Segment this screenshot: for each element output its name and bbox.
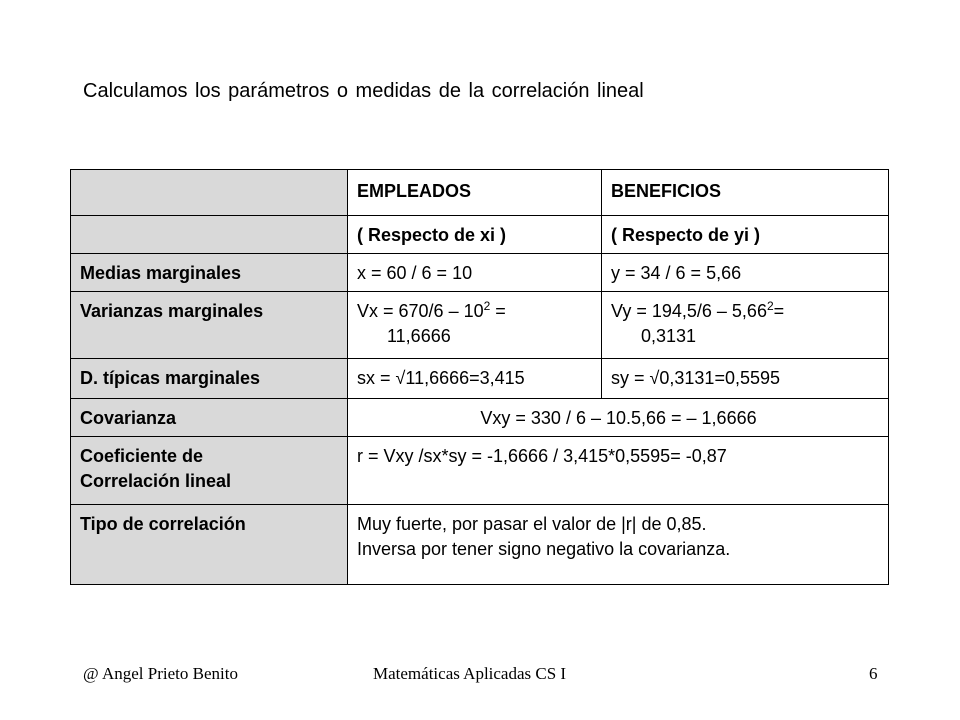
- table-cell: x = 60 / 6 = 10: [348, 254, 602, 292]
- cell-text: Vy = 194,5/6 – 5,66: [611, 301, 767, 321]
- table-row: [71, 170, 889, 216]
- cell-text: 11,6666: [387, 326, 451, 346]
- table-cell: sy = √0,3131=0,5595: [602, 359, 889, 399]
- column-header-beneficios: BENEFICIOS: [602, 170, 889, 216]
- cell-text: Coeficiente de: [80, 446, 204, 466]
- table-cell: sx = √11,6666=3,415: [348, 359, 602, 399]
- table-cell: [602, 292, 889, 359]
- table-cell: [71, 216, 348, 254]
- row-label-medias: Medias marginales: [71, 254, 348, 292]
- table-row: [71, 399, 889, 437]
- cell-text: Muy fuerte, por pasar el valor de |r| de 0,85.: [357, 514, 707, 534]
- table-cell: [348, 292, 602, 359]
- row-label-covarianza: Covarianza: [71, 399, 348, 437]
- table-row: [71, 437, 889, 505]
- cell-text: 0,3131: [641, 326, 697, 346]
- table-cell: [348, 505, 889, 585]
- cell-text: =: [773, 301, 785, 321]
- intro-text: Calculamos los parámetros o medidas de la correlación lineal: [83, 80, 644, 102]
- cell-text: Inversa por tener signo negativo la covarianza.: [357, 539, 731, 559]
- cell-text: Correlación lineal: [80, 471, 232, 491]
- cell-text: Vx = 670/6 – 10: [357, 301, 484, 321]
- correlation-table: [70, 169, 889, 585]
- footer-author: @ Angel Prieto Benito: [83, 664, 238, 683]
- cell-text: =: [490, 301, 506, 321]
- table-cell: Vxy = 330 / 6 – 10.5,66 = – 1,6666: [348, 399, 889, 437]
- superscript: 2: [766, 299, 774, 313]
- table-cell: y = 34 / 6 = 5,66: [602, 254, 889, 292]
- table-cell: [71, 170, 348, 216]
- row-label-coeficiente: [71, 437, 348, 505]
- footer-title: Matemáticas Aplicadas CS I: [373, 664, 567, 683]
- table-row: [71, 505, 889, 585]
- page-number: 6: [869, 664, 878, 683]
- table-cell: r = Vxy /sx*sy = -1,6666 / 3,415*0,5595= -0,87: [348, 437, 889, 505]
- table-row: [71, 359, 889, 399]
- row-label-tipo: Tipo de correlación: [71, 505, 348, 585]
- table-row: [71, 254, 889, 292]
- table-row: [71, 292, 889, 359]
- table-row: [71, 216, 889, 254]
- column-subheader-xi: ( Respecto de xi ): [348, 216, 602, 254]
- column-subheader-yi: ( Respecto de yi ): [602, 216, 889, 254]
- row-label-varianzas: Varianzas marginales: [71, 292, 348, 359]
- superscript: 2: [483, 299, 491, 313]
- column-header-empleados: EMPLEADOS: [348, 170, 602, 216]
- row-label-tipicas: D. típicas marginales: [71, 359, 348, 399]
